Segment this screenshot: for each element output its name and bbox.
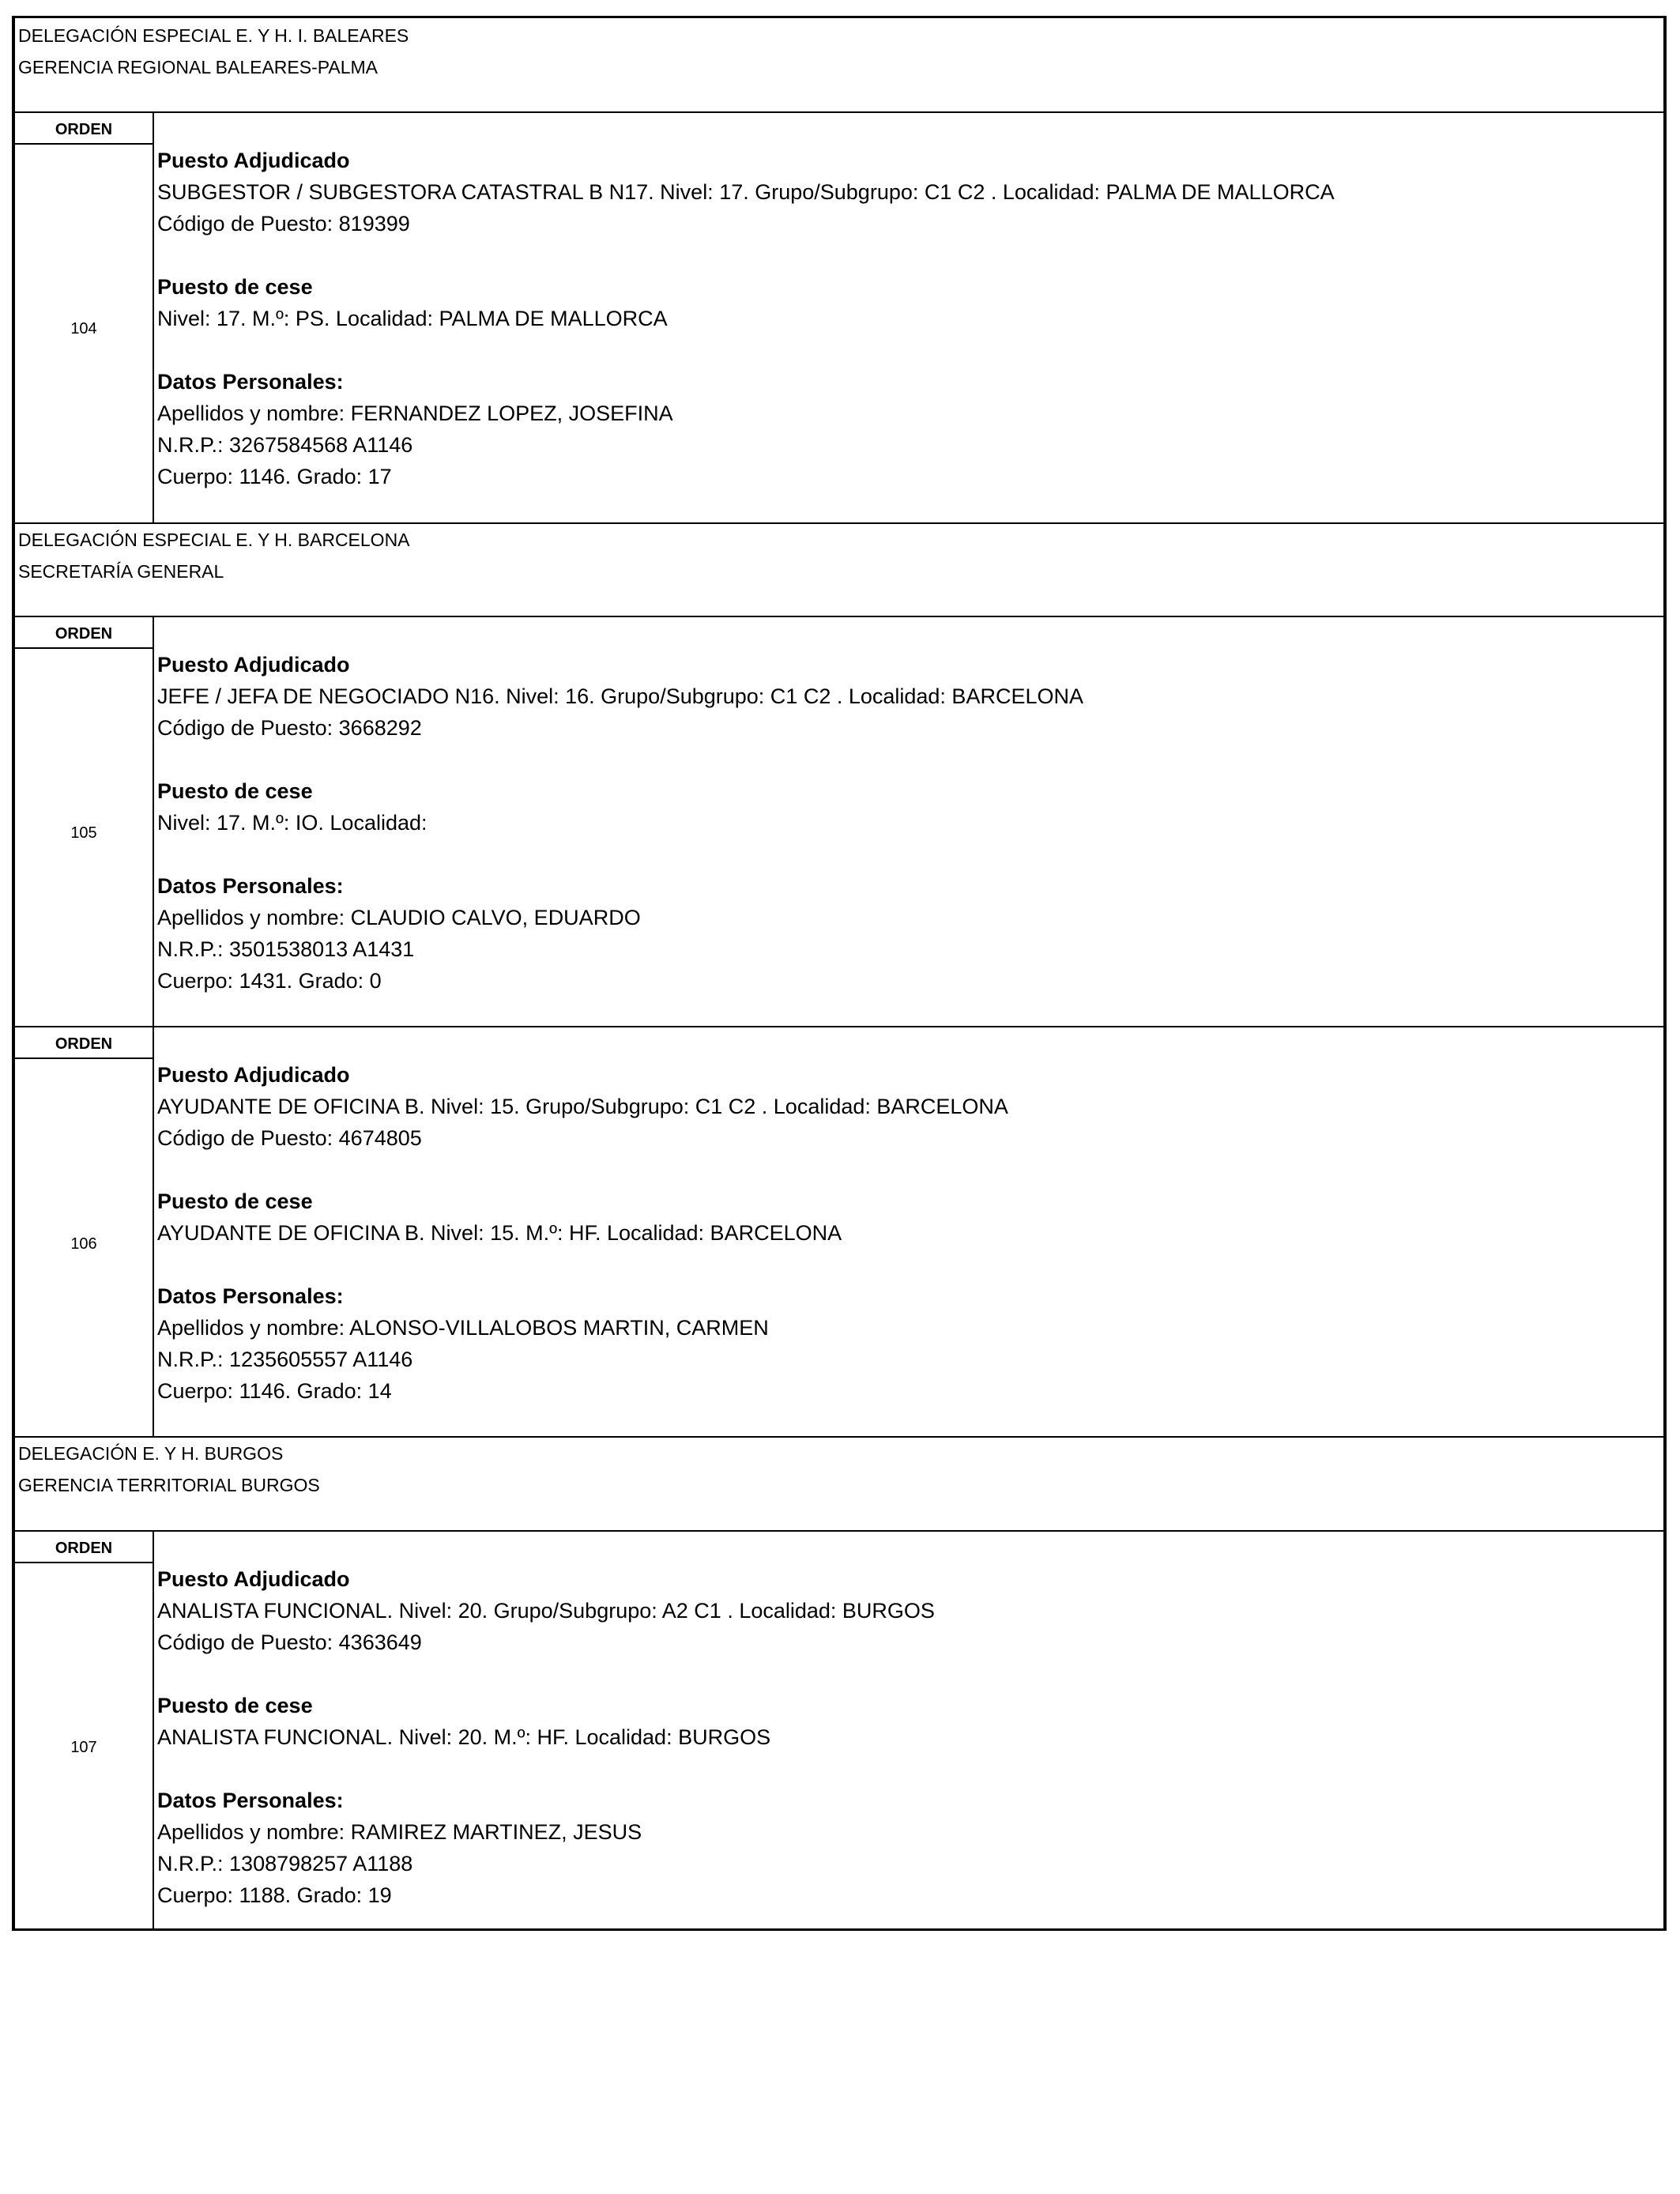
puesto-cese-label: Puesto de cese xyxy=(157,779,313,803)
cuerpo-grado: Cuerpo: 1188. Grado: 19 xyxy=(157,1883,392,1907)
puesto-cese: Nivel: 17. M.º: PS. Localidad: PALMA DE MALLORCA xyxy=(157,307,668,330)
orden-separator xyxy=(15,1562,154,1563)
orden-label: ORDEN xyxy=(55,1035,113,1053)
puesto-adjudicado-label: Puesto Adjudicado xyxy=(157,1567,350,1591)
row-divider xyxy=(15,616,1663,617)
datos-personales-label: Datos Personales: xyxy=(157,1284,344,1308)
nrp: N.R.P.: 1235605557 A1146 xyxy=(157,1348,413,1371)
section-header-line: SECRETARÍA GENERAL xyxy=(18,561,224,582)
orden-number: 105 xyxy=(70,824,97,842)
section-header-line: GERENCIA TERRITORIAL BURGOS xyxy=(18,1475,320,1495)
orden-number: 106 xyxy=(70,1235,97,1253)
entry xyxy=(157,1563,935,1911)
row-divider xyxy=(15,1530,1663,1532)
puesto-adjudicado-label: Puesto Adjudicado xyxy=(157,653,350,677)
row-divider xyxy=(15,111,1663,113)
section-header xyxy=(18,1438,320,1501)
puesto-adjudicado: ANALISTA FUNCIONAL. Nivel: 20. Grupo/Subgrupo: A2 C1 . Localidad: BURGOS xyxy=(157,1599,935,1623)
apellidos-nombre: Apellidos y nombre: FERNANDEZ LOPEZ, JOSEFINA xyxy=(157,401,673,425)
nrp: N.R.P.: 1308798257 A1188 xyxy=(157,1852,413,1875)
section-header xyxy=(18,20,409,83)
codigo-puesto: Código de Puesto: 3668292 xyxy=(157,716,422,740)
orden-label: ORDEN xyxy=(55,625,113,643)
section-header-line: DELEGACIÓN ESPECIAL E. Y H. BARCELONA xyxy=(18,530,410,550)
apellidos-nombre: Apellidos y nombre: CLAUDIO CALVO, EDUARDO xyxy=(157,906,641,929)
column-divider xyxy=(153,111,154,522)
puesto-adjudicado: SUBGESTOR / SUBGESTORA CATASTRAL B N17. Nivel: 17. Grupo/Subgrupo: C1 C2 . Localidad: PALMA DE MALLORCA xyxy=(157,180,1335,204)
puesto-adjudicado-label: Puesto Adjudicado xyxy=(157,149,350,172)
puesto-cese-label: Puesto de cese xyxy=(157,275,313,299)
cuerpo-grado: Cuerpo: 1146. Grado: 17 xyxy=(157,465,392,488)
section-header-line: DELEGACIÓN ESPECIAL E. Y H. I. BALEARES xyxy=(18,25,409,46)
datos-personales-label: Datos Personales: xyxy=(157,370,344,394)
apellidos-nombre: Apellidos y nombre: RAMIREZ MARTINEZ, JESUS xyxy=(157,1820,642,1844)
nrp: N.R.P.: 3267584568 A1146 xyxy=(157,433,413,457)
entry xyxy=(157,1059,1008,1407)
orden-separator xyxy=(15,143,154,145)
datos-personales-label: Datos Personales: xyxy=(157,1789,344,1812)
section-header-line: GERENCIA REGIONAL BALEARES-PALMA xyxy=(18,57,379,77)
orden-number: 104 xyxy=(70,320,97,337)
document-table xyxy=(12,16,1667,1931)
orden-separator xyxy=(15,1057,154,1059)
orden-number: 107 xyxy=(70,1739,97,1756)
orden-separator xyxy=(15,647,154,649)
column-divider xyxy=(153,1530,154,1931)
cuerpo-grado: Cuerpo: 1146. Grado: 14 xyxy=(157,1379,392,1403)
puesto-adjudicado: JEFE / JEFA DE NEGOCIADO N16. Nivel: 16. Grupo/Subgrupo: C1 C2 . Localidad: BARCELONA xyxy=(157,684,1083,708)
puesto-cese: AYUDANTE DE OFICINA B. Nivel: 15. M.º: HF. Localidad: BARCELONA xyxy=(157,1221,842,1245)
codigo-puesto: Código de Puesto: 4363649 xyxy=(157,1630,422,1654)
datos-personales-label: Datos Personales: xyxy=(157,874,344,898)
apellidos-nombre: Apellidos y nombre: ALONSO-VILLALOBOS MARTIN, CARMEN xyxy=(157,1316,769,1340)
puesto-adjudicado-label: Puesto Adjudicado xyxy=(157,1063,350,1087)
row-divider xyxy=(15,1026,1663,1027)
puesto-cese-label: Puesto de cese xyxy=(157,1189,313,1213)
cuerpo-grado: Cuerpo: 1431. Grado: 0 xyxy=(157,969,382,993)
puesto-cese: ANALISTA FUNCIONAL. Nivel: 20. M.º: HF. Localidad: BURGOS xyxy=(157,1725,771,1749)
section-header-line: DELEGACIÓN E. Y H. BURGOS xyxy=(18,1443,284,1464)
entry xyxy=(157,649,1083,997)
orden-label: ORDEN xyxy=(55,121,113,138)
codigo-puesto: Código de Puesto: 819399 xyxy=(157,212,410,236)
orden-label: ORDEN xyxy=(55,1540,113,1557)
entry xyxy=(157,145,1335,492)
codigo-puesto: Código de Puesto: 4674805 xyxy=(157,1126,422,1150)
puesto-cese-label: Puesto de cese xyxy=(157,1694,313,1717)
puesto-cese: Nivel: 17. M.º: IO. Localidad: xyxy=(157,811,428,835)
section-header xyxy=(18,524,410,587)
puesto-adjudicado: AYUDANTE DE OFICINA B. Nivel: 15. Grupo/Subgrupo: C1 C2 . Localidad: BARCELONA xyxy=(157,1095,1008,1118)
nrp: N.R.P.: 3501538013 A1431 xyxy=(157,937,415,961)
